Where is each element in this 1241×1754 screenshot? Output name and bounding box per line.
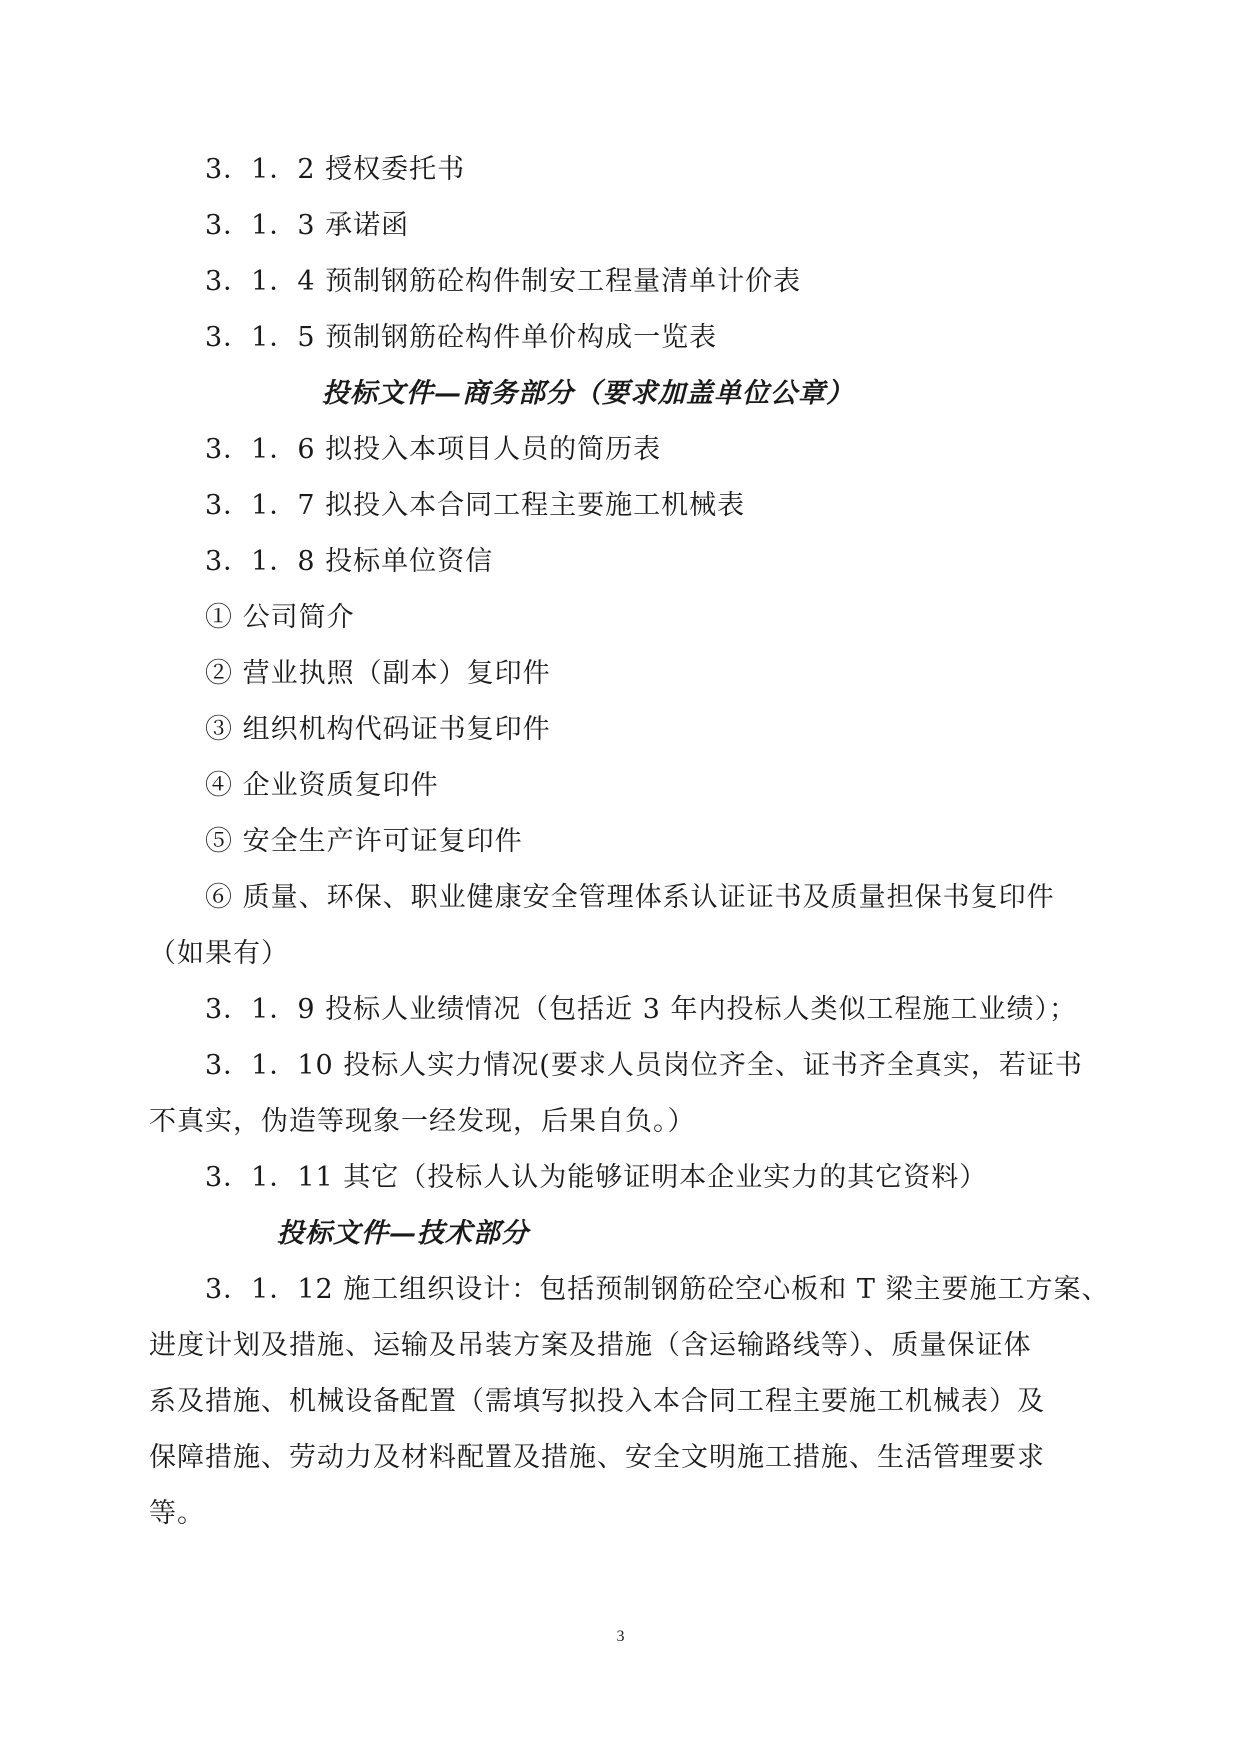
item-3-1-5: 3．1．5 预制钢筋砼构件单价构成一览表 [205,322,718,353]
item-3-1-9: 3．1．9 投标人业绩情况（包括近 3 年内投标人类似工程施工业绩）； [205,994,1077,1025]
item-3-1-12-line-5: 等。 [149,1498,205,1529]
item-3-1-3: 3．1．3 承诺函 [205,210,410,241]
subitem-3: ③ 组织机构代码证书复印件 [205,714,551,745]
subitem-6: ⑥ 质量、环保、职业健康安全管理体系认证证书及质量担保书复印件 [205,882,1055,913]
item-3-1-10-continued: 不真实，伪造等现象一经发现，后果自负。） [149,1106,696,1137]
subitem-1: ① 公司简介 [205,602,355,633]
item-3-1-10: 3．1．10 投标人实力情况(要求人员岗位齐全、证书齐全真实，若证书 [205,1050,1083,1081]
item-3-1-4: 3．1．4 预制钢筋砼构件制安工程量清单计价表 [205,266,802,297]
item-3-1-7: 3．1．7 拟投入本合同工程主要施工机械表 [205,490,746,521]
item-3-1-8: 3．1．8 投标单位资信 [205,546,494,577]
subitem-5: ⑤ 安全生产许可证复印件 [205,826,523,857]
section-heading-commercial: 投标文件—商务部分（要求加盖单位公章） [322,378,854,409]
item-3-1-12-line-2: 进度计划及措施、运输及吊装方案及措施（含运输路线等）、质量保证体 [149,1330,1032,1361]
item-3-1-12: 3．1．12 施工组织设计：包括预制钢筋砼空心板和 T 梁主要施工方案、 [205,1274,1110,1305]
section-heading-technical: 投标文件—技术部分 [277,1218,529,1249]
subitem-4: ④ 企业资质复印件 [205,770,439,801]
item-3-1-6: 3．1．6 拟投入本项目人员的简历表 [205,434,662,465]
item-3-1-2: 3．1．2 授权委托书 [205,154,466,185]
page-number: 3 [616,1628,625,1645]
item-3-1-11: 3．1．11 其它（投标人认为能够证明本企业实力的其它资料） [205,1162,988,1193]
subitem-6-continued: （如果有） [149,938,289,969]
subitem-2: ② 营业执照（副本）复印件 [205,658,551,689]
item-3-1-12-line-4: 保障措施、劳动力及材料配置及措施、安全文明施工措施、生活管理要求 [149,1442,1045,1473]
item-3-1-12-line-3: 系及措施、机械设备配置（需填写拟投入本合同工程主要施工机械表）及 [149,1386,1045,1417]
